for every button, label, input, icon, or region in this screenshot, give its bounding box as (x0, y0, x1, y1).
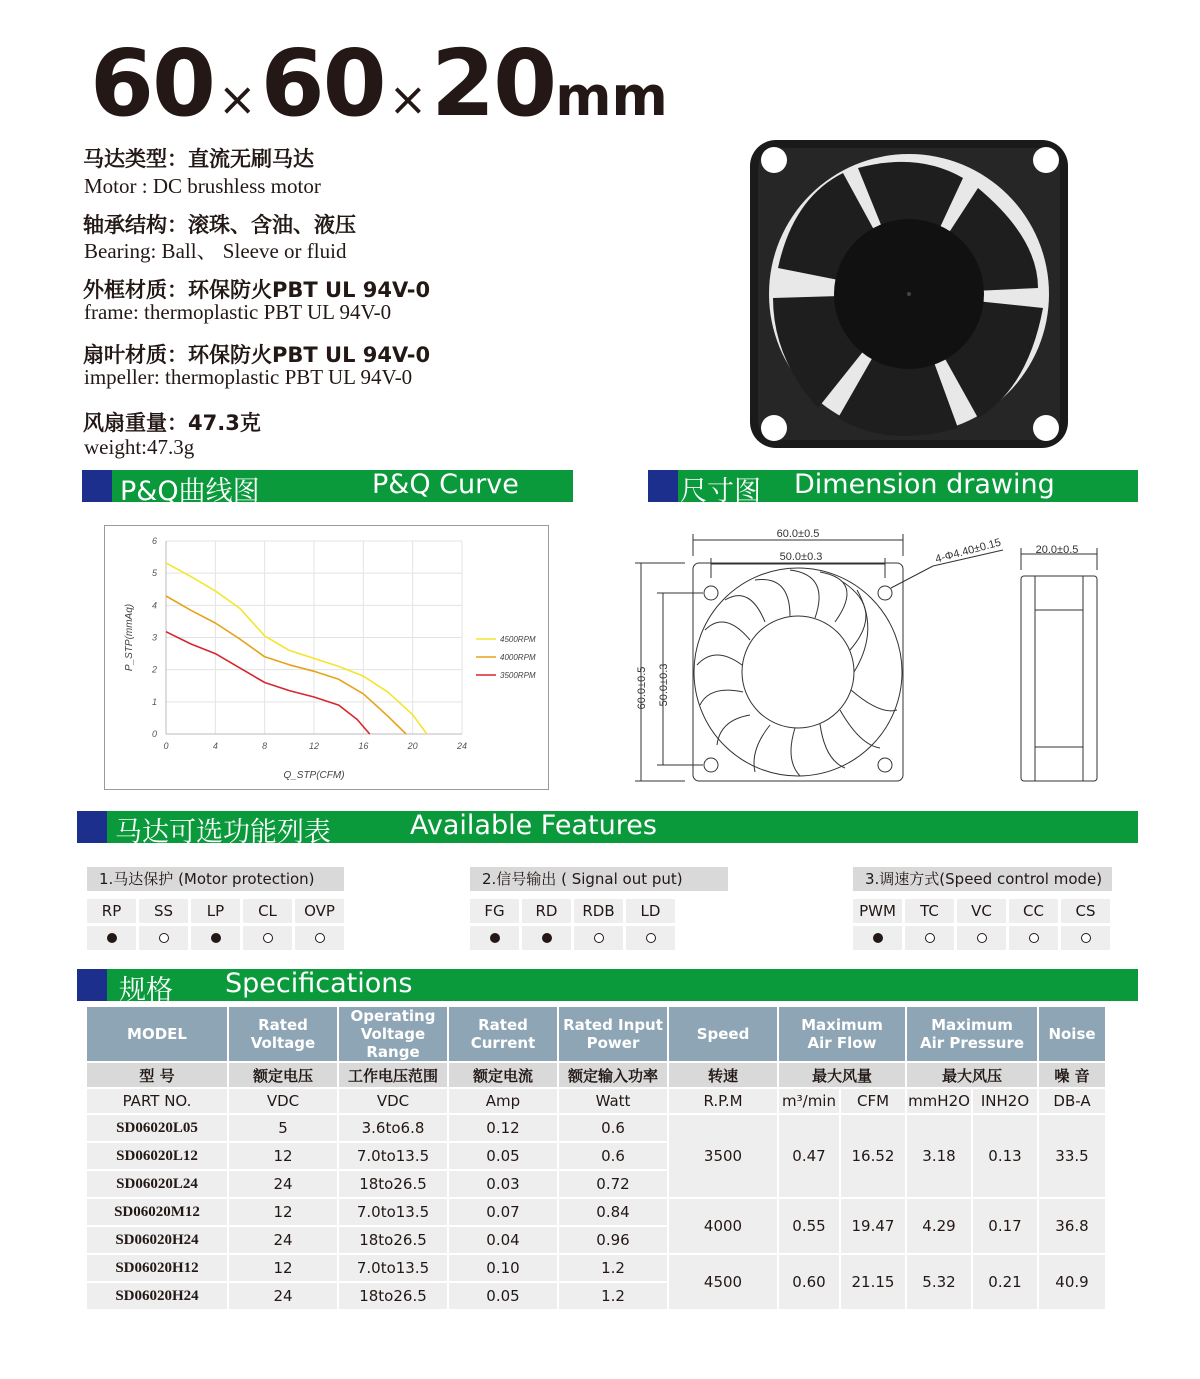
feature-option-label: TC (905, 899, 954, 923)
unit-amp: Amp (449, 1089, 557, 1113)
cell-current: 0.03 (449, 1171, 557, 1197)
x-tick-label: 12 (308, 741, 320, 751)
section-features-cn: 马达可选功能列表 (115, 817, 331, 848)
feature-option-label: LD (626, 899, 675, 923)
header-speed: Speed (669, 1007, 777, 1061)
feature-dot (873, 933, 883, 943)
section-spec-cn: 规格 (119, 975, 173, 1006)
x-tick-label: 16 (358, 741, 369, 751)
feature-dot (211, 933, 221, 943)
cell-power: 1.2 (559, 1255, 667, 1281)
y-tick-label: 5 (151, 568, 157, 579)
table-row (87, 1255, 1105, 1281)
y-tick-label: 1 (151, 696, 157, 707)
cell-voltage-range: 18to26.5 (339, 1283, 447, 1309)
table-row (87, 1199, 1105, 1225)
unit-dba: DB-A (1039, 1089, 1105, 1113)
table-header-en (87, 1007, 1105, 1061)
cell-flow-m3: 0.47 (779, 1115, 839, 1197)
x-axis-label: Q_STP(CFM) (283, 770, 345, 781)
dim-mounting-holes: 4-Φ4.40±0.15 (934, 536, 1003, 566)
dim-outer-height: 60.0±0.5 (636, 666, 648, 710)
series-line-3500rpm (166, 632, 370, 734)
section-specifications (77, 968, 1138, 1006)
x-tick-label: 0 (163, 741, 169, 751)
feature-dot (925, 933, 935, 943)
fan-photo (748, 138, 1070, 450)
cell-flow-cfm: 21.15 (841, 1255, 905, 1309)
pq-chart (104, 525, 549, 790)
unit-inh2o: INH2O (973, 1089, 1037, 1113)
feature-option-status (87, 926, 136, 950)
feature-group-title: 1.马达保护 (Motor protection) (87, 867, 344, 891)
cell-pressure-mm: 4.29 (907, 1199, 971, 1253)
x-tick-label: 4 (212, 741, 218, 751)
unit-rpm: R.P.M (669, 1089, 777, 1113)
unit-vdc: VDC (339, 1089, 447, 1113)
dim-hole-height: 50.0±0.3 (658, 663, 670, 707)
feature-option-label: RD (522, 899, 571, 923)
cell-current: 0.12 (449, 1115, 557, 1141)
feature-dot (594, 933, 604, 943)
cell-power: 0.6 (559, 1115, 667, 1141)
header-air-pressure: Maximum Air Pressure (907, 1007, 1037, 1061)
header-cn-air-pressure: 最大风压 (907, 1063, 1037, 1087)
feature-group-title: 3.调速方式(Speed control mode) (853, 867, 1112, 891)
feature-option-label: CC (1009, 899, 1058, 923)
header-cn-rated-current: 额定电流 (449, 1063, 557, 1087)
cell-part-no: SD06020L05 (87, 1115, 227, 1141)
header-rated-current: Rated Current (449, 1007, 557, 1061)
cell-noise: 40.9 (1039, 1255, 1105, 1309)
table-header-cn (87, 1063, 1105, 1087)
feature-option-label: OVP (295, 899, 344, 923)
title-times: × (388, 72, 428, 126)
feature-group-title: 2.信号输出 ( Signal out put) (470, 867, 728, 891)
cell-pressure-in: 0.17 (973, 1199, 1037, 1253)
table-row (87, 1115, 1105, 1141)
cell-part-no: SD06020M12 (87, 1199, 227, 1225)
spec-frame-cn: 外框材质：环保防火PBT UL 94V-0 (83, 278, 431, 302)
cell-voltage-range: 18to26.5 (339, 1227, 447, 1253)
legend-label: 4000RPM (500, 653, 536, 662)
legend-label: 3500RPM (500, 671, 536, 680)
title-times: × (218, 72, 257, 126)
header-cn-model: 型 号 (87, 1063, 227, 1087)
unit-vdc: VDC (229, 1089, 337, 1113)
dim-depth: 20.0±0.5 (1035, 544, 1079, 556)
header-cn-rated-voltage: 额定电压 (229, 1063, 337, 1087)
spec-weight-en: weight:47.3g (84, 435, 195, 459)
table-units (87, 1089, 1105, 1113)
cell-noise: 33.5 (1039, 1115, 1105, 1197)
feature-dot (542, 933, 552, 943)
feature-dot (977, 933, 987, 943)
feature-option-label: SS (139, 899, 188, 923)
section-dim-en: Dimension drawing (794, 469, 1055, 500)
cell-flow-m3: 0.55 (779, 1199, 839, 1253)
feature-option-label: RP (87, 899, 136, 923)
series-line-4500rpm (166, 563, 427, 734)
header-air-flow: Maximum Air Flow (779, 1007, 905, 1061)
cell-pressure-mm: 5.32 (907, 1255, 971, 1309)
cell-part-no: SD06020H24 (87, 1283, 227, 1309)
header-rated-power: Rated Input Power (559, 1007, 667, 1061)
feature-dot (646, 933, 656, 943)
feature-option-status (957, 926, 1006, 950)
y-tick-label: 0 (151, 729, 157, 739)
legend-label: 4500RPM (500, 635, 536, 644)
cell-speed: 3500 (669, 1115, 777, 1197)
feature-option-status (626, 926, 675, 950)
title-width: 60 (90, 30, 215, 137)
cell-current: 0.07 (449, 1199, 557, 1225)
feature-dot (263, 933, 273, 943)
cell-current: 0.05 (449, 1143, 557, 1169)
cell-power: 1.2 (559, 1283, 667, 1309)
cell-part-no: SD06020L12 (87, 1143, 227, 1169)
cell-noise: 36.8 (1039, 1199, 1105, 1253)
unit-watt: Watt (559, 1089, 667, 1113)
feature-dot (490, 933, 500, 943)
spec-frame-en: frame: thermoplastic PBT UL 94V-0 (84, 300, 392, 324)
cell-power: 0.84 (559, 1199, 667, 1225)
header-cn-air-flow: 最大风量 (779, 1063, 905, 1087)
feature-group-signal-output (470, 867, 728, 920)
cell-flow-cfm: 19.47 (841, 1199, 905, 1253)
cell-voltage: 12 (229, 1255, 337, 1281)
cell-pressure-in: 0.21 (973, 1255, 1037, 1309)
dimension-drawing (625, 520, 1105, 790)
feature-option-label: VC (957, 899, 1006, 923)
feature-dot (1029, 933, 1039, 943)
section-pq-en: P&Q Curve (372, 469, 519, 500)
header-rated-voltage: Rated Voltage (229, 1007, 337, 1061)
cell-voltage-range: 7.0to13.5 (339, 1143, 447, 1169)
header-cn-operating-voltage: 工作电压范围 (339, 1063, 447, 1087)
y-tick-label: 3 (151, 632, 157, 643)
section-spec-en: Specifications (225, 968, 413, 999)
cell-voltage-range: 18to26.5 (339, 1171, 447, 1197)
feature-option-status (522, 926, 571, 950)
dim-outer-width: 60.0±0.5 (776, 528, 820, 540)
x-tick-label: 24 (456, 741, 468, 751)
dim-hole-width: 50.0±0.3 (779, 551, 823, 563)
cell-flow-cfm: 16.52 (841, 1115, 905, 1197)
page-title (90, 30, 668, 137)
x-tick-label: 20 (407, 741, 418, 751)
cell-pressure-in: 0.13 (973, 1115, 1037, 1197)
feature-option-status (905, 926, 954, 950)
cell-part-no: SD06020H12 (87, 1255, 227, 1281)
header-model: MODEL (87, 1007, 227, 1061)
feature-option-status (139, 926, 188, 950)
feature-option-status (470, 926, 519, 950)
spec-bearing-cn: 轴承结构：滚珠、含油、液压 (83, 213, 356, 237)
feature-group-speed-control (853, 867, 1112, 920)
unit-mmh2o: mmH2O (907, 1089, 971, 1113)
feature-option-status (1061, 926, 1110, 950)
feature-dot (159, 933, 169, 943)
feature-option-label: PWM (853, 899, 902, 923)
cell-power: 0.6 (559, 1143, 667, 1169)
unit-cfm: CFM (841, 1089, 905, 1113)
title-unit: mm (555, 65, 668, 128)
section-pq-curve (82, 469, 573, 507)
feature-option-status (295, 926, 344, 950)
spec-impeller-cn: 扇叶材质：环保防火PBT UL 94V-0 (83, 343, 431, 367)
cell-voltage: 24 (229, 1227, 337, 1253)
cell-power: 0.96 (559, 1227, 667, 1253)
cell-speed: 4500 (669, 1255, 777, 1309)
feature-option-label: FG (470, 899, 519, 923)
header-noise: Noise (1039, 1007, 1105, 1061)
spec-table (85, 1005, 1107, 1311)
x-tick-label: 8 (262, 741, 268, 751)
feature-option-status (1009, 926, 1058, 950)
y-tick-label: 2 (151, 664, 157, 675)
cell-speed: 4000 (669, 1199, 777, 1253)
spec-motor-en: Motor : DC brushless motor (84, 174, 321, 198)
spec-weight-cn: 风扇重量：47.3克 (83, 411, 261, 435)
cell-voltage: 24 (229, 1283, 337, 1309)
cell-pressure-mm: 3.18 (907, 1115, 971, 1197)
cell-part-no: SD06020H24 (87, 1227, 227, 1253)
feature-option-label: CS (1061, 899, 1110, 923)
y-tick-label: 4 (151, 600, 157, 611)
y-tick-label: 6 (151, 536, 157, 546)
unit-m3min: m³/min (779, 1089, 839, 1113)
header-operating-voltage: Operating Voltage Range (339, 1007, 447, 1061)
feature-option-status (853, 926, 902, 950)
spec-impeller-en: impeller: thermoplastic PBT UL 94V-0 (84, 365, 413, 389)
cell-voltage-range: 7.0to13.5 (339, 1255, 447, 1281)
feature-option-label: RDB (574, 899, 623, 923)
header-cn-rated-power: 额定输入功率 (559, 1063, 667, 1087)
cell-voltage: 12 (229, 1143, 337, 1169)
cell-power: 0.72 (559, 1171, 667, 1197)
section-dim-cn: 尺寸图 (680, 476, 761, 507)
title-height: 60 (260, 30, 385, 137)
cell-part-no: SD06020L24 (87, 1171, 227, 1197)
feature-option-status (191, 926, 240, 950)
feature-dot (315, 933, 325, 943)
cell-flow-m3: 0.60 (779, 1255, 839, 1309)
cell-voltage-range: 7.0to13.5 (339, 1199, 447, 1225)
cell-voltage: 5 (229, 1115, 337, 1141)
feature-dot (1081, 933, 1091, 943)
section-pq-cn: P&Q曲线图 (120, 476, 260, 507)
section-dimension-drawing (648, 469, 1138, 507)
title-depth: 20 (431, 30, 556, 137)
cell-current: 0.04 (449, 1227, 557, 1253)
feature-option-status (574, 926, 623, 950)
feature-dot (107, 933, 117, 943)
feature-group-motor-protection (87, 867, 344, 920)
header-cn-speed: 转速 (669, 1063, 777, 1087)
feature-option-label: LP (191, 899, 240, 923)
spec-bearing-en: Bearing: Ball、 Sleeve or fluid (84, 239, 347, 263)
section-available-features (77, 810, 1138, 848)
section-features-en: Available Features (410, 810, 657, 841)
spec-motor-cn: 马达类型：直流无刷马达 (83, 147, 314, 171)
unit-part-no: PART NO. (87, 1089, 227, 1113)
feature-option-status (243, 926, 292, 950)
feature-option-label: CL (243, 899, 292, 923)
cell-voltage: 24 (229, 1171, 337, 1197)
y-axis-label: P_STP(mmAq) (124, 603, 135, 672)
cell-current: 0.10 (449, 1255, 557, 1281)
cell-voltage: 12 (229, 1199, 337, 1225)
series-line-4000rpm (166, 596, 406, 734)
cell-current: 0.05 (449, 1283, 557, 1309)
cell-voltage-range: 3.6to6.8 (339, 1115, 447, 1141)
header-cn-noise: 噪 音 (1039, 1063, 1105, 1087)
